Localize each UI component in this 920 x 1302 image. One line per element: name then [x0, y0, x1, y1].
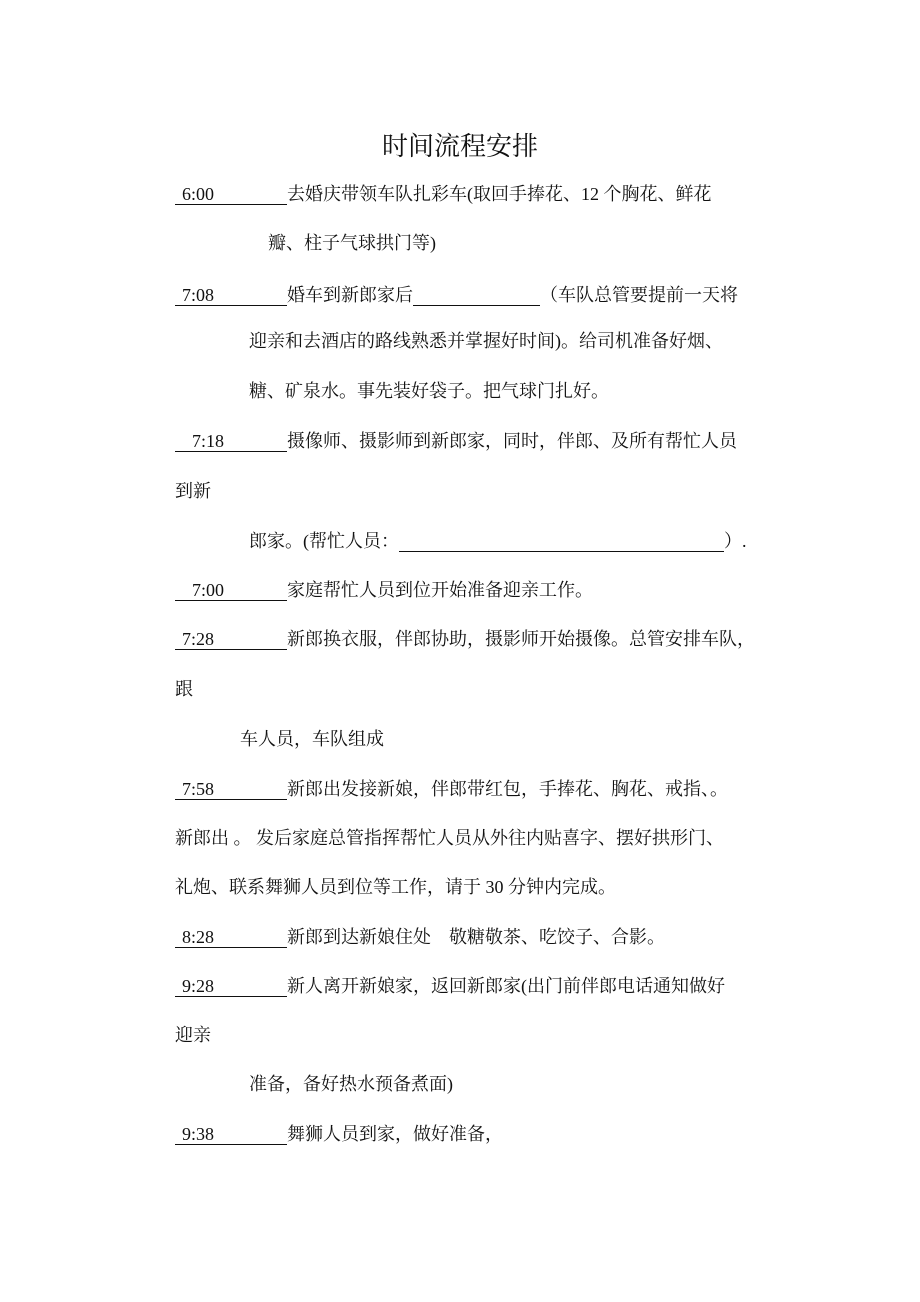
time-slot: 7:28 [175, 629, 287, 650]
time-slot: 6:00 [175, 184, 287, 205]
entry-continuation: 迎亲 [175, 1025, 211, 1045]
entry-0700 [175, 579, 593, 601]
entry-continuation: 跟 [175, 679, 193, 699]
entry-0758 [175, 778, 728, 800]
entry-text: 去婚庆带领车队扎彩车(取回手捧花、12 个胸花、鲜花 [287, 184, 712, 204]
entry-text: 新郎出发接新娘，伴郎带红包，手捧花、胸花、戒指、。 [287, 779, 728, 799]
entry-continuation: 准备，备好热水预备煮面) [249, 1074, 453, 1094]
time-slot: 7:18 [175, 431, 287, 452]
entry-continuation: 糖、矿泉水。事先装好袋子。把气球门扎好。 [249, 381, 609, 401]
entry-text: 舞狮人员到家，做好准备， [287, 1124, 503, 1144]
entry-0938 [175, 1123, 503, 1145]
entry-continuation: 礼炮、联系舞狮人员到位等工作，请于 30 分钟内完成。 [175, 877, 616, 897]
time-slot: 7:00 [175, 580, 287, 601]
time-slot: 9:38 [175, 1124, 287, 1145]
entry-text: 新郎换衣服，伴郎协助，摄影师开始摄像。总管安排车队， [287, 629, 755, 649]
entry-continuation: 车人员，车队组成 [240, 729, 384, 749]
entry-text: 婚车到新郎家后 [287, 285, 413, 305]
blank-line [413, 287, 540, 306]
entry-0708 [175, 284, 738, 306]
page-title: 时间流程安排 [381, 132, 538, 161]
time-slot: 7:58 [175, 779, 287, 800]
entry-text: 新郎到达新娘住处 敬糖敬茶、吃饺子、合影。 [287, 927, 665, 947]
entry-continuation: 迎亲和去酒店的路线熟悉并掌握好时间)。给司机准备好烟、 [249, 331, 723, 351]
entry-0828 [175, 926, 665, 948]
time-slot: 9:28 [175, 976, 287, 997]
helpers-blank-line [399, 533, 724, 552]
entry-continuation: 到新 [175, 481, 211, 501]
entry-text: 摄像师、摄影师到新郎家，同时，伴郎、及所有帮忙人员 [287, 431, 737, 451]
entry-text: 新人离开新娘家，返回新郎家(出门前伴郎电话通知做好 [287, 976, 725, 996]
entry-text: ）. [724, 531, 747, 551]
entry-0718 [175, 430, 737, 452]
time-slot: 8:28 [175, 927, 287, 948]
entry-continuation [249, 530, 747, 552]
entry-text: 家庭帮忙人员到位开始准备迎亲工作。 [287, 580, 593, 600]
entry-continuation: 新郎出 。 发后家庭总管指挥帮忙人员从外往内贴喜字、摆好拱形门、 [175, 828, 724, 848]
entry-0928 [175, 975, 725, 997]
entry-text: （车队总管要提前一天将 [540, 285, 738, 305]
entry-0600 [175, 183, 712, 205]
entry-0728 [175, 628, 755, 650]
time-slot: 7:08 [175, 285, 287, 306]
entry-continuation: 瓣、柱子气球拱门等) [268, 233, 436, 253]
helpers-label: 郎家。(帮忙人员： [249, 531, 399, 551]
